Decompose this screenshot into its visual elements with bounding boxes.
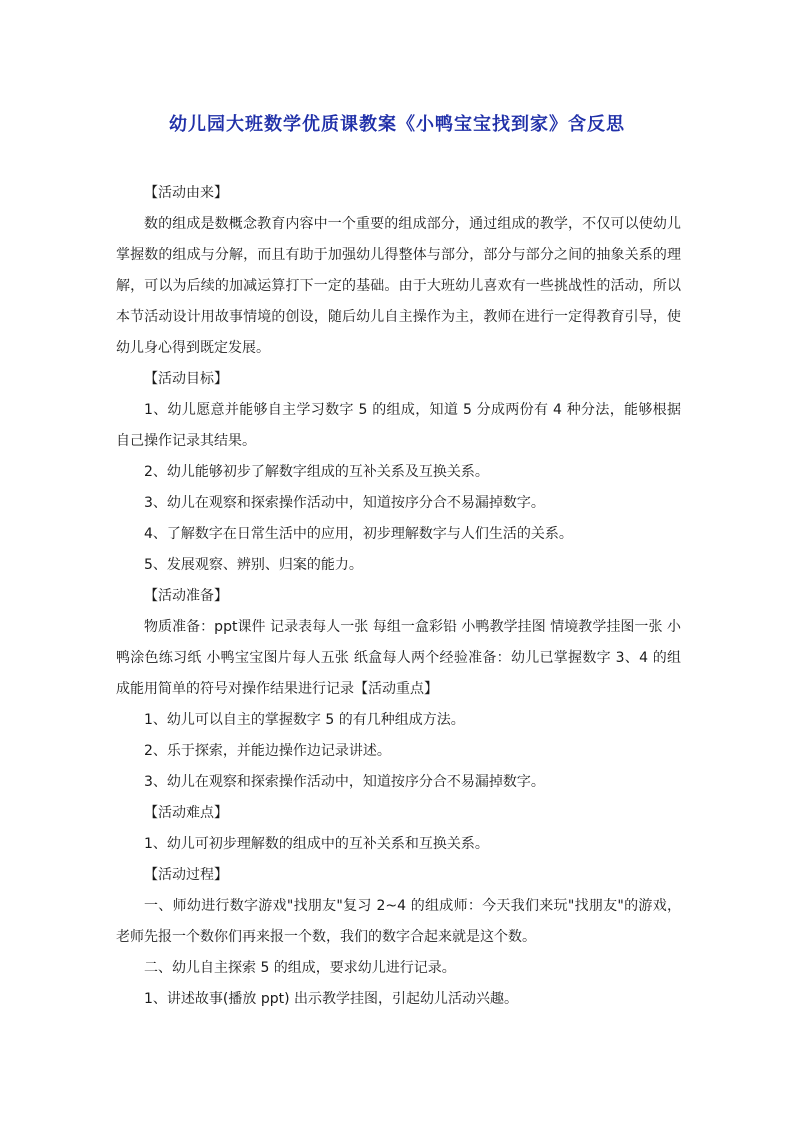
paragraph: 一、师幼进行数字游戏"找朋友"复习 2~4 的组成师：今天我们来玩"找朋友"的游戏，老师先报一个数你们再来报一个数，我们的数字合起来就是这个数。 <box>116 898 681 945</box>
paragraph: 1、讲述故事(播放 ppt) 出示教学挂图，引起幼儿活动兴趣。 <box>144 991 518 1007</box>
paragraph: 数的组成是数概念教育内容中一个重要的组成部分，通过组成的教学，不仅可以使幼儿掌握数的组成与分解，而且有助于加强幼儿得整体与部分，部分与部分之间的抽象关系的理解，可以为后续的加减运算打下一定的基础。由于大班幼儿喜欢有一些挑战性的活动，所以本节活动设计用故事情境的创设，随后幼儿自主操作为主，教师在进行一定得教育引导，使幼儿身心得到既定发展。 <box>116 216 681 356</box>
paragraph: 5、发展观察、辨别、归案的能力。 <box>144 557 363 573</box>
paragraph: 物质准备：ppt课件 记录表每人一张 每组一盒彩铅 小鸭教学挂图 情境教学挂图一张 小鸭涂色练习纸 小鸭宝宝图片每人五张 纸盒每人两个经验准备：幼儿已掌握数字 3、4 的组成能用简单的符号对操作结果进行记录【活动重点】 <box>116 619 681 697</box>
section-heading: 【活动准备】 <box>144 588 228 604</box>
document-title: 幼儿园大班数学优质课教案《小鸭宝宝找到家》含反思 <box>169 114 625 135</box>
paragraph: 3、幼儿在观察和探索操作活动中，知道按序分合不易漏掉数字。 <box>144 774 545 790</box>
document-body <box>116 178 681 1015</box>
paragraph: 1、幼儿愿意并能够自主学习数字 5 的组成，知道 5 分成两份有 4 种分法，能够根据自己操作记录其结果。 <box>116 402 681 449</box>
paragraph: 1、幼儿可初步理解数的组成中的互补关系和互换关系。 <box>144 836 489 852</box>
paragraph: 1、幼儿可以自主的掌握数字 5 的有几种组成方法。 <box>144 712 465 728</box>
section-heading: 【活动目标】 <box>144 371 228 387</box>
section-heading: 【活动难点】 <box>144 805 228 821</box>
paragraph: 2、乐于探索，并能边操作边记录讲述。 <box>144 743 391 759</box>
section-heading: 【活动由来】 <box>144 185 228 201</box>
paragraph: 2、幼儿能够初步了解数字组成的互补关系及互换关系。 <box>144 464 489 480</box>
paragraph: 二、幼儿自主探索 5 的组成，要求幼儿进行记录。 <box>144 960 456 976</box>
section-heading: 【活动过程】 <box>144 867 228 883</box>
paragraph: 3、幼儿在观察和探索操作活动中，知道按序分合不易漏掉数字。 <box>144 495 545 511</box>
paragraph: 4、了解数字在日常生活中的应用，初步理解数字与人们生活的关系。 <box>144 526 573 542</box>
